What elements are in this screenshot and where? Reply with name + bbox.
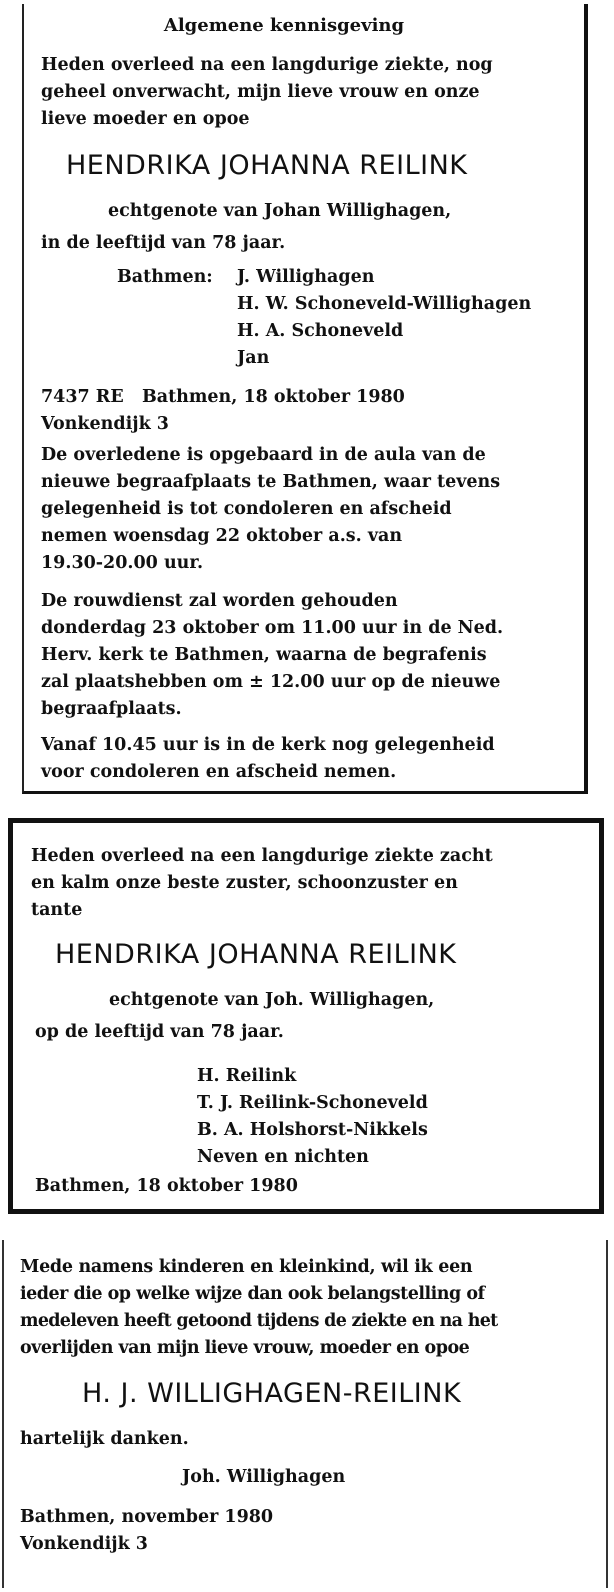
notice1-spouse-block <box>108 198 584 225</box>
notice3-address-line: Vonkendijk 3 <box>20 1534 148 1554</box>
notice3-intro-line: ieder die op welke wijze dan ook belangstelling of <box>20 1284 485 1304</box>
notice1-paragraph-service <box>41 588 584 723</box>
notice3-intro <box>20 1254 606 1362</box>
notice3-signature-block <box>182 1464 606 1491</box>
notice2-relative: H. Reilink <box>197 1066 297 1086</box>
notice2-deceased-name: HENDRIKA JOHANNA REILINK <box>55 939 457 970</box>
notice3-signature: Joh. Willighagen <box>182 1467 346 1487</box>
notice1-p1-line: De overledene is opgebaard in de aula van de <box>41 445 486 465</box>
notice1-intro-line: lieve moeder en opoe <box>41 109 250 129</box>
notice1-relatives <box>117 264 584 372</box>
notice3-address <box>20 1504 606 1558</box>
notice1-p1-line: gelegenheid is tot condoleren en afscheid <box>41 499 452 519</box>
notice-general-announcement <box>22 4 588 794</box>
notice1-deceased-name-block <box>66 150 584 181</box>
notice2-intro-line: Heden overleed na een langdurige ziekte zacht <box>31 846 493 866</box>
notice1-p1-line: nieuwe begraafplaats te Bathmen, waar tevens <box>41 472 501 492</box>
notice2-date: Bathmen, 18 oktober 1980 <box>35 1176 298 1196</box>
notice2-intro-line: tante <box>31 900 83 920</box>
notice3-deceased-name: H. J. WILLIGHAGEN-REILINK <box>82 1378 462 1409</box>
notice1-heading: Algemene kennisgeving <box>163 15 405 36</box>
notice1-p2-line: Herv. kerk te Bathmen, waarna de begrafenis <box>41 645 487 665</box>
notice-family-announcement <box>8 818 604 1214</box>
notice3-thanks: hartelijk danken. <box>20 1429 189 1449</box>
notice1-deceased-name: HENDRIKA JOHANNA REILINK <box>66 150 468 181</box>
notice1-paragraph-church <box>41 732 584 786</box>
notice1-relative: J. Willighagen <box>237 267 375 287</box>
notice2-date-block <box>35 1173 599 1200</box>
notice1-intro-line: Heden overleed na een langdurige ziekte, nog <box>41 55 493 75</box>
notice1-p3-line: Vanaf 10.45 uur is in de kerk nog gelegenheid <box>41 735 495 755</box>
notice2-spouse-block <box>109 987 599 1014</box>
notice2-relative: Neven en nichten <box>197 1147 369 1167</box>
notice1-p2-line: De rouwdienst zal worden gehouden <box>41 591 398 611</box>
notice2-intro <box>31 843 599 924</box>
notice2-relatives <box>197 1063 599 1171</box>
notice1-relative: H. A. Schoneveld <box>237 321 404 341</box>
notice1-address-line: Vonkendijk 3 <box>41 414 169 434</box>
notice1-address-line: 7437 RE Bathmen, 18 oktober 1980 <box>41 387 405 407</box>
notice1-p2-line: zal plaatshebben om ± 12.00 uur op de nieuwe <box>41 672 501 692</box>
notice3-intro-line: overlijden van mijn lieve vrouw, moeder en opoe <box>20 1338 470 1358</box>
notice1-intro-line: geheel onverwacht, mijn lieve vrouw en onze <box>41 82 480 102</box>
notice1-p3-line: voor condoleren en afscheid nemen. <box>41 762 397 782</box>
notice1-p1-line: 19.30-20.00 uur. <box>41 553 204 573</box>
notice-thank-you <box>2 1240 608 1588</box>
notice1-age: in de leeftijd van 78 jaar. <box>41 233 286 253</box>
notice1-age-block <box>41 230 584 257</box>
notice2-relative: T. J. Reilink-Schoneveld <box>197 1093 428 1113</box>
notice2-age-block <box>35 1019 599 1046</box>
notice1-intro <box>41 52 584 133</box>
notice2-age: op de leeftijd van 78 jaar. <box>35 1022 284 1042</box>
notice2-intro-line: en kalm onze beste zuster, schoonzuster en <box>31 873 458 893</box>
notice3-thanks-block <box>20 1426 606 1453</box>
notice3-intro-line: Mede namens kinderen en kleinkind, wil ik een <box>20 1257 473 1277</box>
notice2-deceased-name-block <box>55 939 599 970</box>
notice1-p1-line: nemen woensdag 22 oktober a.s. van <box>41 526 403 546</box>
notice3-deceased-name-block <box>82 1378 606 1409</box>
notice1-relative: H. W. Schoneveld-Willighagen <box>237 294 532 314</box>
notice1-heading-block <box>24 12 584 39</box>
notice1-p2-line: begraafplaats. <box>41 699 182 719</box>
notice1-p2-line: donderdag 23 oktober om 11.00 uur in de Ned. <box>41 618 504 638</box>
notice2-relative: B. A. Holshorst-Nikkels <box>197 1120 428 1140</box>
notice1-relative: Jan <box>237 348 270 368</box>
notice1-paragraph-viewing <box>41 442 584 577</box>
notice1-address <box>41 384 584 438</box>
notice1-place: Bathmen: <box>117 267 213 287</box>
notice3-intro-line: medeleven heeft getoond tijdens de ziekte en na het <box>20 1311 498 1331</box>
notice3-address-line: Bathmen, november 1980 <box>20 1507 274 1527</box>
notice2-spouse: echtgenote van Joh. Willighagen, <box>109 990 435 1010</box>
notice1-spouse: echtgenote van Johan Willighagen, <box>108 201 452 221</box>
